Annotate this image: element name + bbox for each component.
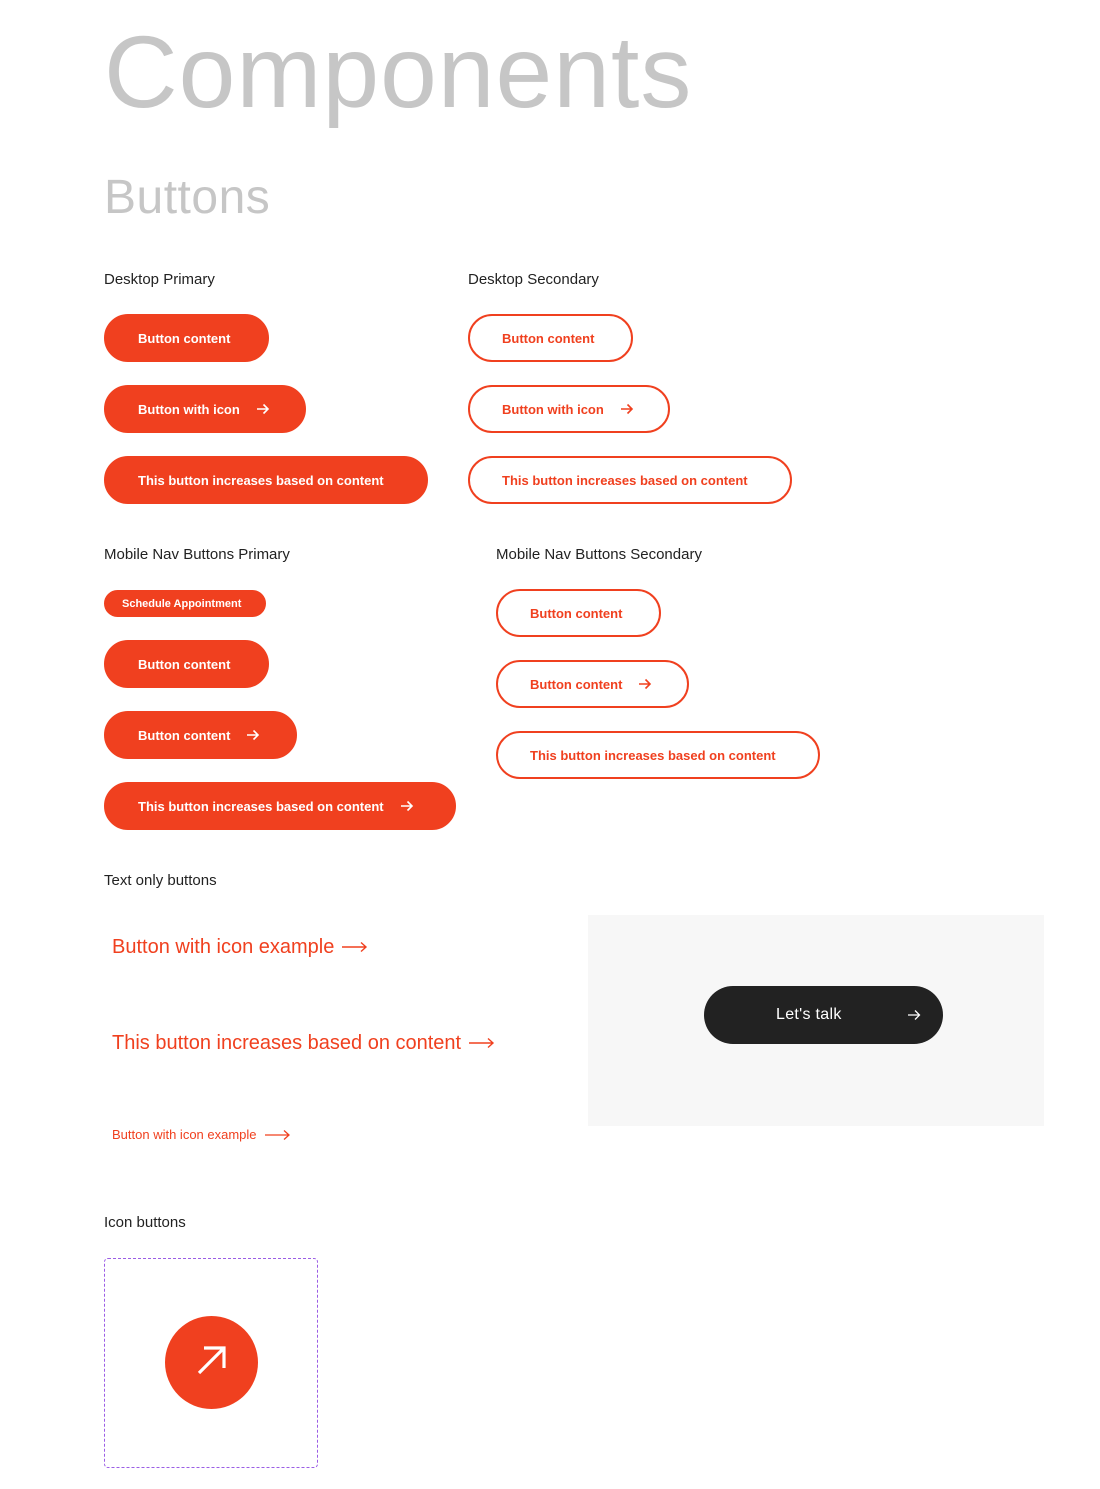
arrow-right-icon — [256, 403, 270, 415]
button-label: Button with icon — [138, 401, 240, 417]
arrow-right-icon — [620, 403, 634, 415]
button-label: Button content — [502, 330, 595, 346]
button-label: This button increases based on content — [502, 472, 748, 488]
desktop-secondary-icon-button[interactable] — [468, 385, 670, 433]
text-button-small[interactable] — [112, 1126, 291, 1144]
button-label: Button content — [530, 676, 623, 692]
page-title: Components — [104, 15, 693, 129]
long-arrow-right-icon — [469, 1037, 495, 1049]
mobile-primary-wide-icon-button[interactable] — [104, 782, 456, 830]
button-label: Button content — [138, 727, 231, 743]
arrow-right-icon — [400, 800, 414, 812]
button-label: Button content — [530, 605, 623, 621]
desktop-primary-icon-button[interactable] — [104, 385, 306, 433]
button-label: Button with icon example — [112, 1127, 257, 1142]
button-label: Button content — [138, 330, 231, 346]
mobile-primary-label: Mobile Nav Buttons Primary — [104, 546, 290, 563]
button-label: Let's talk — [776, 1006, 842, 1023]
text-button-large[interactable] — [112, 934, 368, 960]
arrow-right-icon — [246, 729, 260, 741]
button-label: This button increases based on content — [530, 747, 776, 763]
section-title-buttons: Buttons — [104, 171, 271, 224]
mobile-secondary-button[interactable] — [496, 589, 661, 637]
button-label: This button increases based on content — [138, 472, 384, 488]
desktop-primary-button[interactable] — [104, 314, 269, 362]
long-arrow-right-icon — [342, 941, 368, 953]
button-label: Button with icon example — [112, 936, 335, 958]
desktop-secondary-button[interactable] — [468, 314, 633, 362]
text-button-wide[interactable] — [112, 1030, 495, 1056]
button-label: Button with icon — [502, 401, 604, 417]
mobile-secondary-icon-button[interactable] — [496, 660, 689, 708]
arrow-up-right-icon — [194, 1342, 230, 1383]
mobile-primary-button[interactable] — [104, 640, 269, 688]
button-label: This button increases based on content — [138, 798, 384, 814]
desktop-secondary-label: Desktop Secondary — [468, 271, 599, 288]
icon-buttons-label: Icon buttons — [104, 1214, 186, 1231]
button-label: Button content — [138, 656, 231, 672]
button-label: Schedule Appointment — [122, 597, 242, 610]
lets-talk-button[interactable] — [704, 986, 943, 1044]
schedule-appointment-button[interactable] — [104, 590, 266, 617]
desktop-primary-wide-button[interactable] — [104, 456, 428, 504]
arrow-right-icon — [638, 678, 652, 690]
text-only-label: Text only buttons — [104, 872, 217, 889]
mobile-secondary-wide-button[interactable] — [496, 731, 820, 779]
desktop-primary-label: Desktop Primary — [104, 271, 215, 288]
button-label: This button increases based on content — [112, 1032, 462, 1054]
arrow-right-icon — [907, 1008, 921, 1022]
mobile-secondary-label: Mobile Nav Buttons Secondary — [496, 546, 702, 563]
long-arrow-right-icon — [265, 1129, 291, 1141]
desktop-secondary-wide-button[interactable] — [468, 456, 792, 504]
arrow-icon-button[interactable] — [165, 1316, 258, 1409]
mobile-primary-icon-button[interactable] — [104, 711, 297, 759]
